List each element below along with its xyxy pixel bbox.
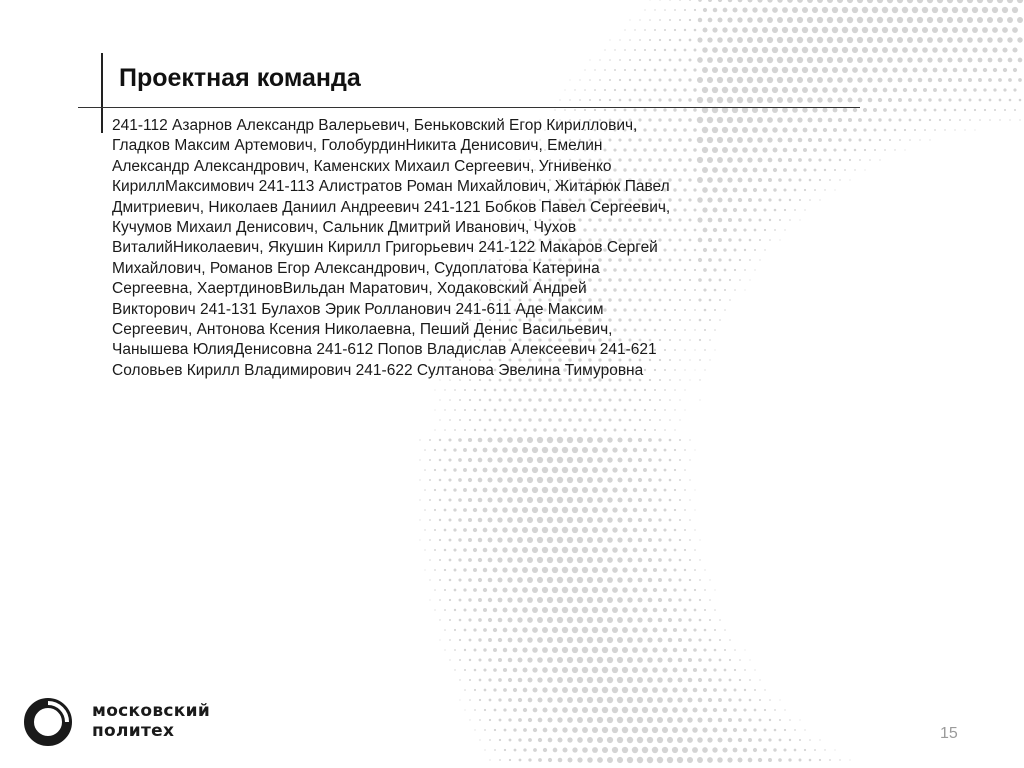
page-number: 15 xyxy=(940,725,958,742)
mospolytech-ring-icon xyxy=(22,696,74,748)
slide-title: Проектная команда xyxy=(119,64,361,92)
halftone-dots xyxy=(419,0,1023,763)
logo-line-2: политех xyxy=(92,721,175,741)
title-horizontal-rule xyxy=(78,107,860,108)
logo-wordmark xyxy=(92,701,210,741)
title-vertical-rule xyxy=(101,53,103,133)
logo-line-1: московский xyxy=(92,701,211,721)
team-members-text: 241-112 Азарнов Александр Валерьевич, Беньковский Егор Кириллович, Гладков Максим Артемович, ГолобурдинНикита Денисович, Емелин Александр Александрович, Каменских Михаил Сергеевич, Угнивенко КириллМаксимович 241-113 Алистратов Роман Михайлович, Житарюк Павел Дмитриевич, Николаев Даниил Андреевич 241-121 Бобков Павел Сергеевич, Кучумов Михаил Денисович, Сальник Дмитрий Иванович, Чухов ВиталийНиколаевич, Якушин Кирилл Григорьевич 241-122 Макаров Сергей Михайлович, Романов Егор Александрович, Судоплатова Катерина Сергеевна, ХаертдиновВильдан Маратович, Ходаковский Андрей Викторович 241-131 Булахов Эрик Ролланович 241-611 Аде Максим Сергеевич, Антонова Ксения Николаевна, Пеший Денис Васильевич, Чанышева ЮлияДенисовна 241-612 Попов Владислав Алексеевич 241-621 Соловьев Кирилл Владимирович 241-622 Султанова Эвелина Тимуровна xyxy=(112,117,671,379)
university-logo xyxy=(22,696,232,748)
